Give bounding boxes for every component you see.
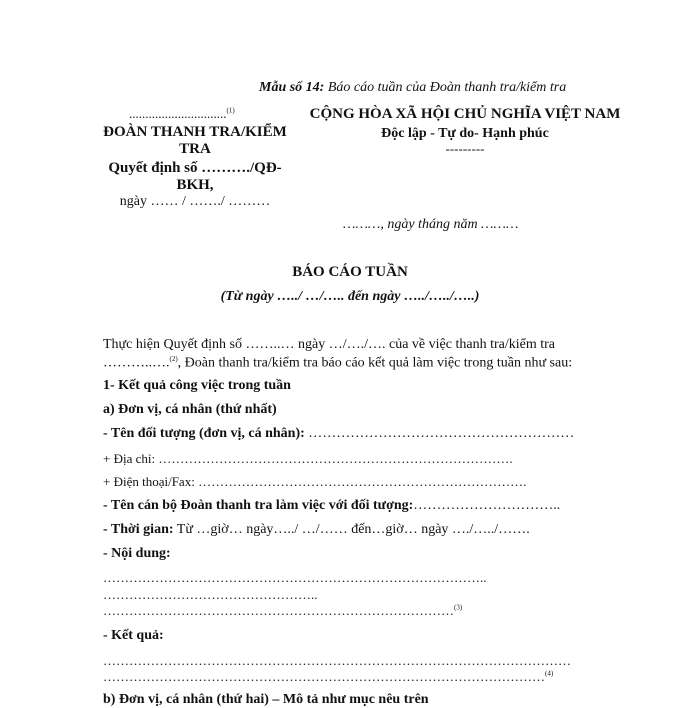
content-line-2: ………………………………………….. xyxy=(103,587,318,602)
note-4: (4) xyxy=(545,669,554,678)
national-motto: Độc lập - Tự do- Hạnh phúc xyxy=(381,126,549,141)
decision-date: ngày …… / ……./ ……… xyxy=(119,194,271,209)
staff-field xyxy=(103,498,560,514)
form-description: Báo cáo tuần của Đoàn thanh tra/kiểm tra xyxy=(327,80,567,95)
result-line-2 xyxy=(103,669,553,685)
subject-label: - Tên đối tượng (đơn vị, cá nhân): xyxy=(103,426,305,441)
subject-field xyxy=(103,426,574,442)
address-dots: ………………………………………………………………………. xyxy=(158,451,513,466)
national-title: CỘNG HÒA XÃ HỘI CHỦ NGHĨA VIỆT NAM xyxy=(309,106,621,122)
org-name xyxy=(90,124,300,158)
result-line-1: ……………………………………………………………………………………………… xyxy=(103,653,571,668)
address-field xyxy=(103,451,513,467)
org-name-line2: TRA xyxy=(179,141,211,157)
phone-label: + Điện thoại/Fax: xyxy=(103,474,195,489)
form-number: Mẫu số 14: xyxy=(259,80,325,95)
agency-placeholder xyxy=(129,106,235,122)
note-3: (3) xyxy=(454,603,463,612)
staff-dots: ………………………….. xyxy=(413,498,561,513)
subsection-b-heading: b) Đơn vị, cá nhân (thứ hai) – Mô tả như mục nêu trên xyxy=(103,692,429,707)
decision-line2: BKH, xyxy=(176,177,214,193)
form-header xyxy=(259,80,566,96)
content-line-1: …………………………………………………………………………….. xyxy=(103,570,487,585)
decision-number xyxy=(90,160,300,194)
note-2: (2) xyxy=(169,355,178,363)
intro-line2 xyxy=(103,355,572,372)
org-name-line1: ĐOÀN THANH TRA/KIỂM xyxy=(103,124,287,140)
content-label: - Nội dung: xyxy=(103,546,171,561)
section-1-heading: 1- Kết quả công việc trong tuần xyxy=(103,378,291,393)
note-1: (1) xyxy=(226,106,235,115)
agency-dots: .............................. xyxy=(129,106,227,121)
subject-dots: ………………………………………………… xyxy=(308,426,575,441)
place-date: ………, ngày tháng năm ……… xyxy=(343,217,519,232)
time-label: - Thời gian: xyxy=(103,522,174,537)
result-label: - Kết quả: xyxy=(103,628,164,643)
phone-dots: …………………………………………………………………. xyxy=(198,474,527,489)
time-value: Từ …giờ… ngày…../ …/…… đến…giờ… ngày …./…../……. xyxy=(176,522,530,537)
staff-label: - Tên cán bộ Đoàn thanh tra làm việc với đối tượng: xyxy=(103,498,414,513)
intro-text: , Đoàn thanh tra/kiểm tra báo cáo kết quả làm việc trong tuần như sau: xyxy=(177,355,573,371)
report-period: (Từ ngày …../ …/….. đến ngày …../…../…..) xyxy=(220,289,480,304)
motto-rule: --------- xyxy=(445,141,485,156)
subsection-a-heading: a) Đơn vị, cá nhân (thứ nhất) xyxy=(103,402,277,417)
intro-dots: ………..…. xyxy=(103,355,170,371)
phone-field xyxy=(103,474,526,490)
address-label: + Địa chỉ: xyxy=(103,451,156,466)
time-field xyxy=(103,522,530,538)
content-line-3-dots: ……………………………………………………………………… xyxy=(103,603,454,618)
report-title: BÁO CÁO TUẦN xyxy=(292,264,408,280)
content-line-3 xyxy=(103,603,462,619)
intro-line1: Thực hiện Quyết định số ……..… ngày …/…./…. của về việc thanh tra/kiểm tra xyxy=(103,337,555,352)
result-line-2-dots: ………………………………………………………………………………………… xyxy=(103,669,545,684)
decision-line1: Quyết định số ………./QĐ- xyxy=(108,160,282,176)
